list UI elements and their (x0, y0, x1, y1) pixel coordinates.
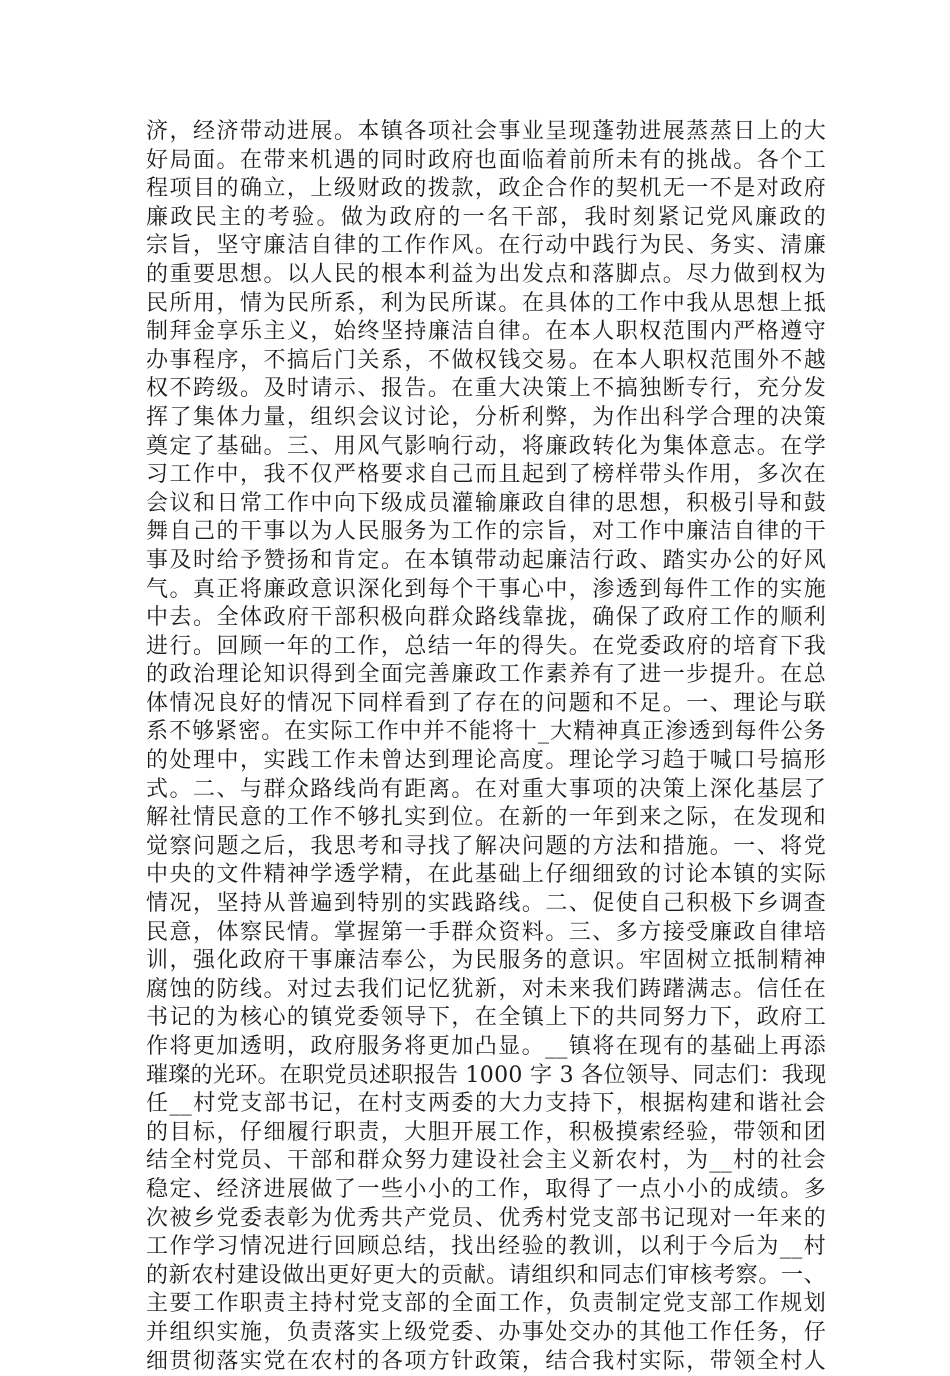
text-line: 式。二、与群众路线尚有距离。在对重大事项的决策上深化基层了 (146, 776, 826, 802)
text-line: 次被乡党委表彰为优秀共产党员、优秀村党支部书记现对一年来的 (146, 1205, 826, 1231)
text-line: 程项目的确立，上级财政的拨款，政企合作的契机无一不是对政府 (146, 176, 826, 202)
body-text (146, 118, 826, 1376)
text-line: 宗旨，坚守廉洁自律的工作作风。在行动中践行为民、务实、清廉 (146, 233, 826, 259)
text-line: 挥了集体力量，组织会议讨论，分析利弊，为作出科学合理的决策 (146, 404, 826, 430)
text-line: 书记的为核心的镇党委领导下，在全镇上下的共同努力下，政府工 (146, 1005, 826, 1031)
text-line: 舞自己的干事以为人民服务为工作的宗旨，对工作中廉洁自律的干 (146, 519, 826, 545)
text-line: 事及时给予赞扬和肯定。在本镇带动起廉洁行政、踏实办公的好风 (146, 547, 826, 573)
text-line: 会议和日常工作中向下级成员灌输廉政自律的思想，积极引导和鼓 (146, 490, 826, 516)
text-line: 情况，坚持从普遍到特别的实践路线。二、促使自己积极下乡调查 (146, 891, 826, 917)
text-line: 稳定、经济进展做了一些小小的工作，取得了一点小小的成绩。多 (146, 1176, 826, 1202)
text-line: 系不够紧密。在实际工作中并不能将十_大精神真正渗透到每件公务 (146, 719, 826, 745)
text-line: 制拜金享乐主义，始终坚持廉洁自律。在本人职权范围内严格遵守 (146, 319, 826, 345)
text-line: 解社情民意的工作不够扎实到位。在新的一年到来之际，在发现和 (146, 805, 826, 831)
text-line: 习工作中，我不仅严格要求自己而且起到了榜样带头作用，多次在 (146, 462, 826, 488)
text-line: 气。真正将廉政意识深化到每个干事心中，渗透到每件工作的实施 (146, 576, 826, 602)
text-line: 中央的文件精神学透学精，在此基础上仔细细致的讨论本镇的实际 (146, 862, 826, 888)
text-line: 好局面。在带来机遇的同时政府也面临着前所未有的挑战。各个工 (146, 147, 826, 173)
text-line: 奠定了基础。三、用风气影响行动，将廉政转化为集体意志。在学 (146, 433, 826, 459)
text-line: 任__村党支部书记，在村支两委的大力支持下，根据构建和谐社会 (146, 1091, 826, 1117)
text-line: 作将更加透明，政府服务将更加凸显。__镇将在现有的基础上再添 (146, 1034, 826, 1059)
text-line: 廉政民主的考验。做为政府的一名干部，我时刻紧记党风廉政的 (146, 204, 826, 230)
text-line: 的政治理论知识得到全面完善廉政工作素养有了进一步提升。在总 (146, 662, 826, 688)
text-line: 主要工作职责主持村党支部的全面工作，负责制定党支部工作规划 (146, 1291, 826, 1317)
text-line: 训，强化政府干事廉洁奉公，为民服务的意识。牢固树立抵制精神 (146, 948, 826, 974)
text-line: 办事程序，不搞后门关系，不做权钱交易。在本人职权范围外不越 (146, 347, 826, 373)
text-line: 中去。全体政府干部积极向群众路线靠拢，确保了政府工作的顺利 (146, 605, 826, 631)
text-line: 民意，体察民情。掌握第一手群众资料。三、多方接受廉政自律培 (146, 919, 826, 945)
text-line: 并组织实施，负责落实上级党委、办事处交办的其他工作任务，仔 (146, 1319, 826, 1345)
text-line: 腐蚀的防线。对过去我们记忆犹新，对未来我们踌躇满志。信任在 (146, 976, 826, 1002)
text-line: 璀璨的光环。在职党员述职报告 1000 字 3 各位领导、同志们：我现 (146, 1062, 827, 1088)
text-line: 的处理中，实践工作未曾达到理论高度。理论学习趋于喊口号搞形 (146, 748, 826, 774)
text-line: 权不跨级。及时请示、报告。在重大决策上不搞独断专行，充分发 (146, 376, 826, 402)
text-line: 工作学习情况进行回顾总结，找出经验的教训，以利于今后为__村 (146, 1234, 826, 1260)
text-line: 觉察问题之后，我思考和寻找了解决问题的方法和措施。一、将党 (146, 833, 826, 859)
text-line: 结全村党员、干部和群众努力建设社会主义新农村，为__村的社会 (146, 1148, 826, 1174)
text-line: 济，经济带动进展。本镇各项社会事业呈现蓬勃进展蒸蒸日上的大 (146, 119, 826, 144)
text-line: 的重要思想。以人民的根本利益为出发点和落脚点。尽力做到权为 (146, 261, 826, 287)
text-line: 民所用，情为民所系，利为民所谋。在具体的工作中我从思想上抵 (146, 290, 826, 316)
text-line: 的新农村建设做出更好更大的贡献。请组织和同志们审核考察。一、 (146, 1262, 826, 1288)
text-line: 的目标，仔细履行职责，大胆开展工作，积极摸索经验，带领和团 (146, 1119, 826, 1145)
text-line: 体情况良好的情况下同样看到了存在的问题和不足。一、理论与联 (146, 690, 826, 716)
text-line: 细贯彻落实党在农村的各项方针政策，结合我村实际，带领全村人 (146, 1348, 826, 1374)
text-line: 进行。回顾一年的工作，总结一年的得失。在党委政府的培育下我 (146, 633, 826, 659)
